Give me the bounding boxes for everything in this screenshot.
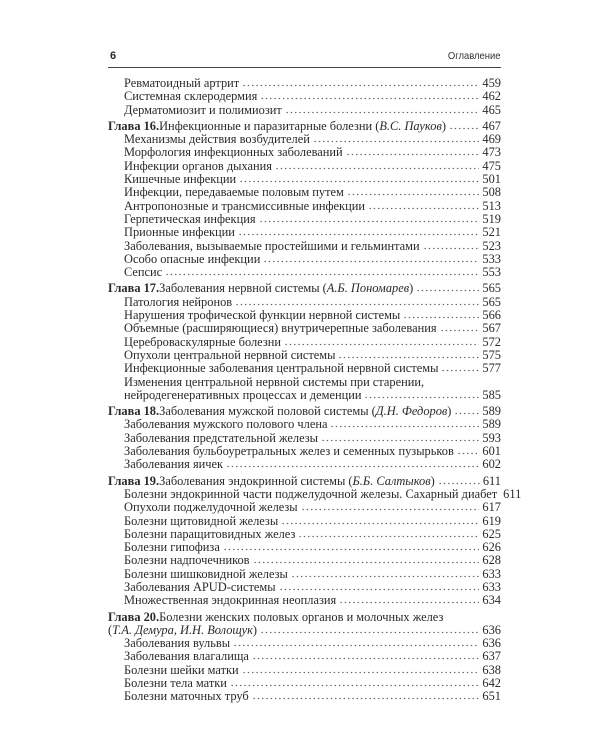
dot-leader [238, 227, 480, 236]
entry-title [124, 637, 230, 650]
toc-chapter [108, 624, 501, 637]
toc-chapter [108, 282, 501, 295]
entry-title [124, 528, 295, 541]
entry-title-text: Болезни шишковидной железы [124, 566, 288, 581]
page-ref: 533 [482, 251, 501, 266]
page-ref: 585 [482, 387, 501, 402]
toc-entry [108, 226, 501, 239]
toc-entry-line [108, 376, 501, 389]
entry-title [124, 501, 298, 514]
toc-entry [108, 104, 501, 117]
page-ref: 617 [482, 500, 501, 515]
toc-entry [108, 445, 501, 458]
entry-title-text: Заболевания мужского полового члена [124, 417, 328, 432]
dot-leader [301, 502, 480, 511]
dot-leader [242, 665, 480, 674]
entry-title-text: Опухоли центральной нервной системы [124, 347, 336, 362]
entry-title [124, 418, 327, 431]
entry-title [124, 488, 497, 501]
page-ref: 636 [482, 636, 501, 651]
dot-leader [298, 529, 479, 538]
chapter-number: Глава 16. [108, 118, 160, 133]
dot-leader [279, 582, 480, 591]
entry-title [124, 160, 272, 173]
entry-title [124, 322, 437, 335]
entry-title [124, 568, 288, 581]
page-ref: 601 [482, 444, 501, 459]
toc-entry [108, 253, 501, 266]
entry-title [108, 624, 257, 637]
entry-title-text: Механизмы действия возбудителей [124, 132, 310, 147]
toc-entry [108, 266, 501, 279]
dot-leader [347, 187, 480, 196]
toc-entry [108, 186, 501, 199]
dot-leader [346, 147, 480, 156]
entry-title-text: ) [447, 404, 452, 419]
entry-title-text: Болезни щитовидной железы [124, 513, 279, 528]
entry-title [124, 650, 249, 663]
dot-leader [259, 214, 480, 223]
toc-entry [108, 554, 501, 567]
toc-entry [108, 664, 501, 677]
entry-title-text: Множественная эндокринная неоплазия [124, 593, 337, 608]
dot-leader [338, 350, 479, 359]
page-header [108, 50, 501, 68]
page-ref: 625 [482, 526, 501, 541]
dot-leader [253, 555, 480, 564]
dot-leader [291, 569, 480, 578]
toc-entry [108, 296, 501, 309]
toc-entry [108, 133, 501, 146]
entry-title-text: Дерматомиозит и полимиозит [124, 102, 282, 117]
dot-leader [438, 476, 480, 485]
entry-title [124, 336, 281, 349]
entry-title [124, 432, 318, 445]
dot-leader [364, 390, 479, 399]
dot-leader [423, 241, 480, 250]
toc-entry [108, 322, 501, 335]
running-title: Оглавление [448, 50, 501, 62]
page-ref: 565 [482, 281, 501, 296]
dot-leader [252, 651, 480, 660]
toc-entry [108, 541, 501, 554]
entry-title [124, 664, 239, 677]
page-ref: 513 [482, 198, 501, 213]
entry-title-text: Инфекции органов дыхания [124, 158, 272, 173]
entry-title-text: Особо опасные инфекции [124, 251, 261, 266]
chapter-author: Б.Б. Салтыков [352, 473, 431, 488]
page-ref: 611 [482, 473, 501, 488]
dot-leader [416, 283, 479, 292]
entry-title [124, 186, 344, 199]
page-ref: 567 [482, 321, 501, 336]
entry-title-text: Ревматоидный артрит [124, 76, 240, 90]
dot-leader [226, 459, 479, 468]
dot-leader [440, 323, 480, 332]
dot-leader [403, 310, 479, 319]
toc-entry [108, 432, 501, 445]
toc-entry [108, 690, 501, 703]
page-ref: 633 [482, 566, 501, 581]
entry-title-text: Цереброваскулярные болезни [124, 334, 281, 349]
toc-entry [108, 90, 501, 103]
entry-title-text: ) [430, 473, 435, 488]
page-ref: 589 [482, 417, 501, 432]
dot-leader [321, 433, 479, 442]
dot-leader [239, 174, 479, 183]
entry-title-text: Заболевания яичек [124, 457, 224, 472]
toc-entry [108, 528, 501, 541]
entry-title-text: Объемные (расширяющиеся) внутричерепные заболевания [124, 321, 437, 336]
entry-title [124, 213, 256, 226]
entry-title-text: Болезни маточных труб [124, 689, 249, 704]
toc-entry [108, 568, 501, 581]
dot-leader [441, 363, 479, 372]
entry-title-text: Сепсис [124, 265, 163, 280]
page-ref: 475 [482, 158, 501, 173]
page-ref: 473 [482, 145, 501, 160]
page-ref: 637 [482, 649, 501, 664]
page-ref: 602 [482, 457, 501, 472]
toc-entry [108, 362, 501, 375]
toc-entry [108, 173, 501, 186]
entry-title [124, 515, 278, 528]
page-ref: 638 [482, 662, 501, 677]
page-ref: 628 [482, 553, 501, 568]
page-ref: 459 [482, 76, 501, 90]
page-ref: 626 [482, 540, 501, 555]
dot-leader [242, 78, 479, 87]
page-ref: 553 [482, 265, 501, 280]
dot-leader [263, 254, 479, 263]
entry-title-text: Нарушения трофической функции нервной системы [124, 308, 401, 323]
dot-leader [368, 201, 479, 210]
page-ref: 467 [482, 118, 501, 133]
chapter-author: А.Б. Пономарев [326, 281, 410, 296]
toc-entry [108, 594, 501, 607]
entry-title [124, 362, 438, 375]
entry-title-text: Патология нейронов [124, 294, 233, 309]
toc-entry [108, 458, 501, 471]
toc-entry [108, 146, 501, 159]
entry-title [124, 690, 249, 703]
toc-chapter [108, 475, 501, 488]
dot-leader [454, 406, 479, 415]
entry-title [159, 120, 446, 133]
chapter-number: Глава 20. [108, 609, 160, 624]
dot-leader [233, 638, 479, 647]
chapter-number: Глава 19. [108, 473, 160, 488]
page-ref: 636 [482, 622, 501, 637]
dot-leader [457, 446, 480, 455]
page-ref: 519 [482, 211, 501, 226]
chapter-number: Глава 17. [108, 281, 160, 296]
toc-entry [108, 501, 501, 514]
toc-entry [108, 77, 501, 90]
dot-leader [313, 134, 480, 143]
toc-entry [108, 200, 501, 213]
page-ref: 633 [482, 579, 501, 594]
entry-title: Изменения центральной нервной системы при старении, [124, 374, 425, 389]
entry-title [124, 594, 336, 607]
dot-leader [284, 337, 479, 346]
entry-title [124, 226, 235, 239]
entry-title [124, 240, 420, 253]
dot-leader [260, 91, 479, 100]
entry-title-text: нейродегенеративных процессах и деменции [124, 387, 362, 402]
page-ref: 521 [482, 225, 501, 240]
entry-title-text: Болезни тела матки [124, 676, 227, 691]
entry-title-text: ) [441, 118, 446, 133]
page-ref: 651 [482, 689, 501, 704]
page-ref: 634 [482, 593, 501, 608]
entry-title-text: Заболевания бульбоуретральных желез и семенных пузырьков [124, 444, 454, 459]
dot-leader [230, 678, 479, 687]
entry-title [124, 90, 257, 103]
toc-entry [108, 336, 501, 349]
entry-title [124, 309, 400, 322]
dot-leader [281, 516, 479, 525]
toc-entry [108, 637, 501, 650]
table-of-contents [108, 76, 522, 704]
entry-title-text: Инфекционные заболевания центральной нервной системы [124, 361, 439, 376]
page-ref: 565 [482, 294, 501, 309]
entry-title-text: Системная склеродермия [124, 89, 258, 104]
entry-title [124, 581, 276, 594]
page-ref: 501 [482, 172, 501, 187]
toc-entry [108, 240, 501, 253]
chapter-number: Глава 18. [108, 404, 160, 419]
dot-leader [275, 161, 479, 170]
entry-title [124, 146, 343, 159]
toc-entry [108, 309, 501, 322]
entry-title [124, 133, 310, 146]
dot-leader [285, 105, 480, 114]
entry-title [124, 266, 162, 279]
page-ref: 577 [482, 361, 501, 376]
page-ref: 611 [503, 486, 522, 501]
page-ref: 469 [482, 132, 501, 147]
entry-title [124, 541, 220, 554]
entry-title [124, 253, 260, 266]
toc-chapter [108, 405, 501, 418]
chapter-author: Д.Н. Федоров [375, 404, 448, 419]
chapter-author: В.С. Пауков [379, 118, 442, 133]
entry-title-text: Болезни гипофиза [124, 540, 220, 555]
page-ref: 465 [482, 102, 501, 117]
entry-title-text: Заболевания, вызываемые простейшими и гельминтами [124, 238, 420, 253]
entry-title [124, 677, 227, 690]
entry-title [159, 405, 451, 418]
entry-title-text: Морфология инфекционных заболеваний [124, 145, 343, 160]
entry-title-text: ) [409, 281, 414, 296]
entry-title-text: Болезни шейки матки [124, 662, 239, 677]
entry-title [124, 458, 223, 471]
entry-title-text: Заболевания эндокринной системы ( [159, 473, 353, 488]
entry-title-text: Заболевания APUD-системы [124, 579, 276, 594]
entry-title-text: Заболевания нервной системы ( [159, 281, 327, 296]
toc-entry [108, 650, 501, 663]
entry-title-text: ( [108, 622, 113, 637]
entry-title-text: Заболевания вульвы [124, 636, 231, 651]
chapter-author: Т.А. Демура, И.Н. Волощук [112, 622, 253, 637]
dot-leader [165, 267, 479, 276]
page-ref: 619 [482, 513, 501, 528]
dot-leader [330, 419, 479, 428]
dot-leader [223, 542, 480, 551]
page-ref: 593 [482, 430, 501, 445]
entry-title [124, 173, 236, 186]
toc-entry [108, 515, 501, 528]
entry-title [124, 445, 454, 458]
entry-title-text: Герпетическая инфекция [124, 211, 256, 226]
toc-chapter-line [108, 611, 501, 624]
page-ref: 572 [482, 334, 501, 349]
page-ref: 508 [482, 185, 501, 200]
entry-title-text: Опухоли поджелудочной железы [124, 500, 298, 515]
toc-chapter [108, 120, 501, 133]
toc-entry [108, 213, 501, 226]
dot-leader [339, 595, 479, 604]
entry-title [124, 389, 361, 402]
entry-title [124, 200, 365, 213]
entry-title-text: Кишечные инфекции [124, 172, 237, 187]
page-ref: 566 [482, 308, 501, 323]
page-number: 6 [110, 50, 117, 62]
page-ref: 523 [482, 238, 501, 253]
entry-title-text: Инфекции, передаваемые половым путем [124, 185, 344, 200]
entry-title-text: Заболевания влагалища [124, 649, 249, 664]
page-ref: 589 [482, 404, 501, 419]
dot-leader [260, 625, 479, 634]
entry-title [124, 554, 250, 567]
page-ref: 462 [482, 89, 501, 104]
entry-title-text: Антропонозные и трансмиссивные инфекции [124, 198, 365, 213]
entry-title-text: Заболевания предстательной железы [124, 430, 318, 445]
entry-title-text: Болезни эндокринной части поджелудочной железы. Сахарный диабет [124, 486, 498, 501]
toc-entry [108, 418, 501, 431]
toc-entry [108, 160, 501, 173]
entry-title-text: Инфекционные и паразитарные болезни ( [159, 118, 380, 133]
dot-leader [252, 691, 480, 700]
toc-entry [108, 349, 501, 362]
dot-leader [449, 121, 479, 130]
entry-title-text: Болезни паращитовидных желез [124, 526, 296, 541]
entry-title [124, 349, 335, 362]
entry-title [159, 282, 413, 295]
entry-title [159, 475, 435, 488]
entry-title [124, 296, 232, 309]
page-ref: 642 [482, 676, 501, 691]
toc-entry [108, 486, 522, 501]
toc-entry [108, 581, 501, 594]
entry-title-text: Прионные инфекции [124, 225, 235, 240]
toc-entry [108, 677, 501, 690]
entry-title-text: Заболевания мужской половой системы ( [159, 404, 376, 419]
dot-leader [235, 297, 479, 306]
page-ref: 575 [482, 347, 501, 362]
entry-title-text: ) [252, 622, 258, 637]
entry-title: Болезни женских половых органов и молочных желез [159, 609, 444, 624]
toc-entry [108, 389, 501, 402]
entry-title-text: Болезни надпочечников [124, 553, 250, 568]
entry-title [124, 104, 282, 117]
entry-title [124, 77, 239, 90]
